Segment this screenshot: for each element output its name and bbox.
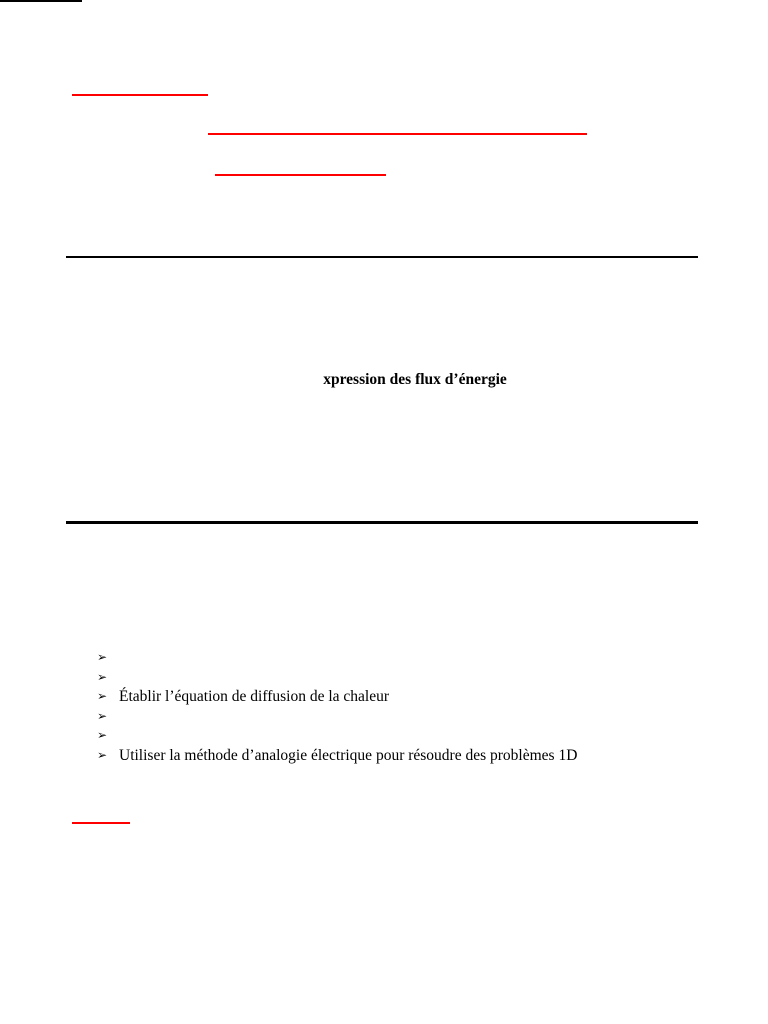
objective-text: Utiliser la méthode d’analogie électrique pour résoudre des problèmes 1D — [119, 746, 578, 764]
title-top-divider — [66, 256, 698, 258]
arrowhead-bullet-icon: ➢ — [97, 747, 108, 762]
objectives-list — [97, 648, 577, 766]
arrowhead-bullet-icon: ➢ — [97, 708, 108, 723]
list-item — [97, 687, 577, 707]
arrowhead-bullet-icon: ➢ — [97, 728, 108, 743]
arrowhead-bullet-icon: ➢ — [97, 669, 108, 684]
arrowhead-bullet-icon: ➢ — [97, 689, 108, 704]
title-bottom-divider — [66, 521, 698, 524]
arrowhead-bullet-icon: ➢ — [97, 650, 108, 664]
list-item — [97, 668, 577, 688]
header-red-underline-1 — [72, 94, 208, 96]
footer-red-underline — [72, 822, 130, 824]
list-item — [97, 746, 577, 766]
list-item — [97, 726, 577, 746]
header-red-underline-3 — [215, 174, 386, 176]
objective-text: Établir l’équation de diffusion de la chaleur — [119, 688, 390, 706]
list-item — [97, 707, 577, 727]
header-red-underline-2 — [208, 133, 587, 135]
objectives-heading-underline — [0, 0, 82, 2]
chapter-title: xpression des flux d’énergie — [323, 371, 507, 388]
list-item — [97, 648, 577, 668]
